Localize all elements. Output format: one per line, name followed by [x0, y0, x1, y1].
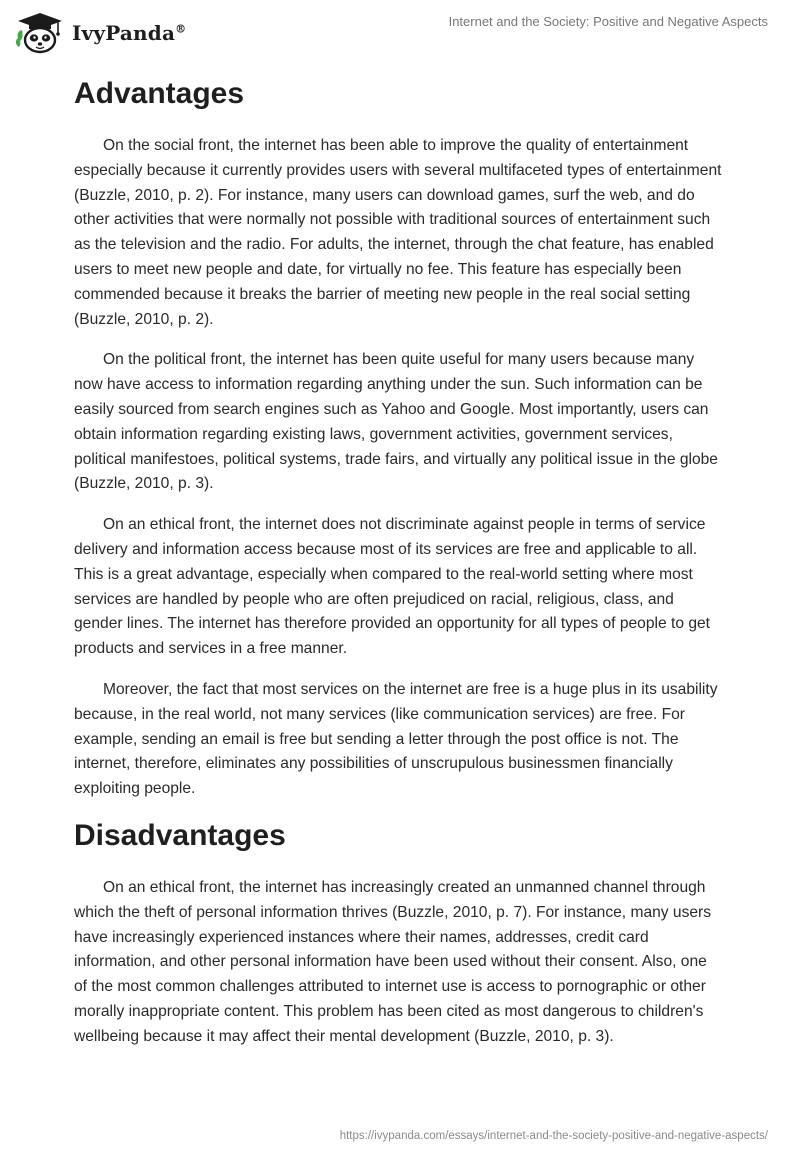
source-url[interactable]: https://ivypanda.com/essays/internet-and-the-society-positive-and-negative-aspects/	[339, 1130, 768, 1142]
ivypanda-logo[interactable]	[14, 8, 186, 58]
document-title: Internet and the Society: Positive and Negative Aspects	[448, 14, 768, 29]
brand-name: IvyPanda®	[72, 21, 187, 45]
page-header	[0, 0, 800, 70]
paragraph: On an ethical front, the internet does not discriminate against people in terms of service delivery and information access because most of its services are free and applicable to all. This is a great advantage, especially when compared to the real-world setting where most services are handled by people who are often prejudiced on racial, religious, class, and gender lines. The internet has therefore provided an opportunity for all types of people to get products and services in a free manner.	[74, 516, 711, 658]
section-heading-disadvantages: Disadvantages	[74, 818, 286, 852]
paragraph: On the social front, the internet has been able to improve the quality of entertainment especially because it currently provides users with several multifaceted types of entertainment (Buzzle, 2010, p. 2). For instance, many users can download games, surf the web, and do other activities that were normally not possible with traditional sources of entertainment such as the television and the radio. For adults, the internet, through the chat feature, has enabled users to meet new people and date, for virtually no fee. This feature has especially been commended because it breaks the barrier of meeting new people in the real social setting (Buzzle, 2010, p. 2).	[74, 137, 722, 328]
paragraph: On an ethical front, the internet has increasingly created an unmanned channel through which the theft of personal information thrives (Buzzle, 2010, p. 7). For instance, many users have increasingly experienced instances where their names, addresses, credit card information, and other personal information have been used without their consent. Also, one of the most common challenges attributed to internet use is access to pornographic or other morally inappropriate content. This problem has been cited as most dangerous to children's wellbeing because it may affect their mental development (Buzzle, 2010, p. 3).	[74, 878, 712, 1045]
essay-content	[74, 70, 724, 1066]
section-heading-advantages: Advantages	[74, 77, 245, 110]
paragraph: Moreover, the fact that most services on the internet are free is a huge plus in its usability because, in the real world, not many services (like communication services) are free. For example, sending an email is free but sending a letter through the post office is not. The internet, therefore, eliminates any possibilities of unscrupulous businessmen financially exploiting people.	[74, 680, 718, 798]
panda-graduate-icon	[14, 11, 66, 55]
paragraph: On the political front, the internet has been quite useful for many users because many now have access to information regarding anything under the sun. Such information can be easily sourced from search engines such as Yahoo and Google. Most importantly, users can obtain information regarding existing laws, government activities, government services, political manifestoes, political systems, trade fairs, and virtually any political issue in the globe (Buzzle, 2010, p. 3).	[74, 351, 718, 493]
